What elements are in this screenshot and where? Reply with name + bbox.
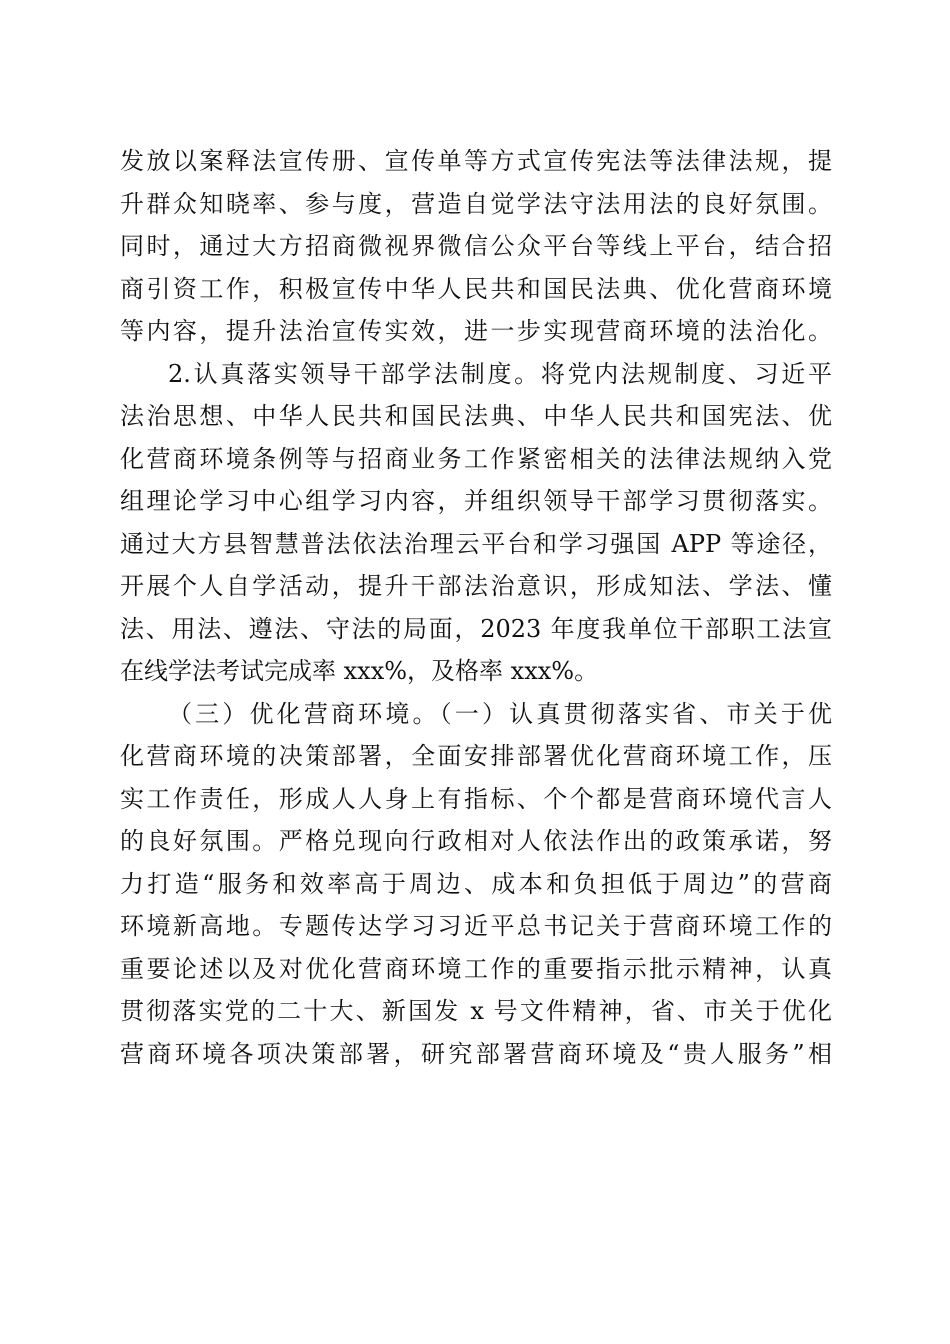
text-line: 通过大方县智慧普法依法治理云平台和学习强国 APP 等途径， [120, 529, 832, 558]
text-line: 组理论学习中心组学习内容，并组织领导干部学习贯彻落实。 [120, 487, 832, 515]
text-line: 营商环境各项决策部署，研究部署营商环境及“贵人服务”相 [120, 1039, 832, 1068]
text-line: 环境新高地。专题传达学习习近平总书记关于营商环境工作的 [120, 912, 832, 940]
text-line: 发放以案释法宣传册、宣传单等方式宣传宪法等法律法规，提 [120, 147, 832, 175]
text-line: 贯彻落实党的二十大、新国发 x 号文件精神，省、市关于优化 [120, 997, 832, 1025]
text-line: 法治思想、中华人民共和国民法典、中华人民共和国宪法、优 [120, 402, 832, 430]
text-line: 法、用法、遵法、守法的局面，2023 年度我单位干部职工法宣 [120, 614, 832, 643]
body-text [120, 140, 832, 1075]
text-line: 实工作责任，形成人人身上有指标、个个都是营商环境代言人 [120, 784, 832, 813]
text-line: 同时，通过大方招商微视界微信公众平台等线上平台，结合招 [120, 232, 832, 260]
text-line: 重要论述以及对优化营商环境工作的重要指示批示精神，认真 [120, 954, 832, 983]
text-line: 的良好氛围。严格兑现向行政相对人依法作出的政策承诺，努 [120, 827, 832, 855]
text-line: 等内容，提升法治宣传实效，进一步实现营商环境的法治化。 [120, 317, 832, 345]
text-line: 力打造“服务和效率高于周边、成本和负担低于周边”的营商 [120, 869, 832, 898]
text-line: 2.认真落实领导干部学法制度。将党内法规制度、习近平 [168, 359, 832, 388]
text-line: 商引资工作，积极宣传中华人民共和国民法典、优化营商环境 [120, 274, 832, 303]
text-line: （三）优化营商环境。（一）认真贯彻落实省、市关于优 [168, 699, 832, 728]
text-line: 开展个人自学活动，提升干部法治意识，形成知法、学法、懂 [120, 572, 832, 600]
text-line: 化营商环境的决策部署，全面安排部署优化营商环境工作，压 [120, 742, 832, 770]
text-line: 化营商环境条例等与招商业务工作紧密相关的法律法规纳入党 [120, 444, 832, 473]
text-line: 在线学法考试完成率 xxx%，及格率 xxx%。 [120, 657, 599, 685]
text-line: 升群众知晓率、参与度，营造自觉学法守法用法的良好氛围。 [120, 189, 832, 218]
